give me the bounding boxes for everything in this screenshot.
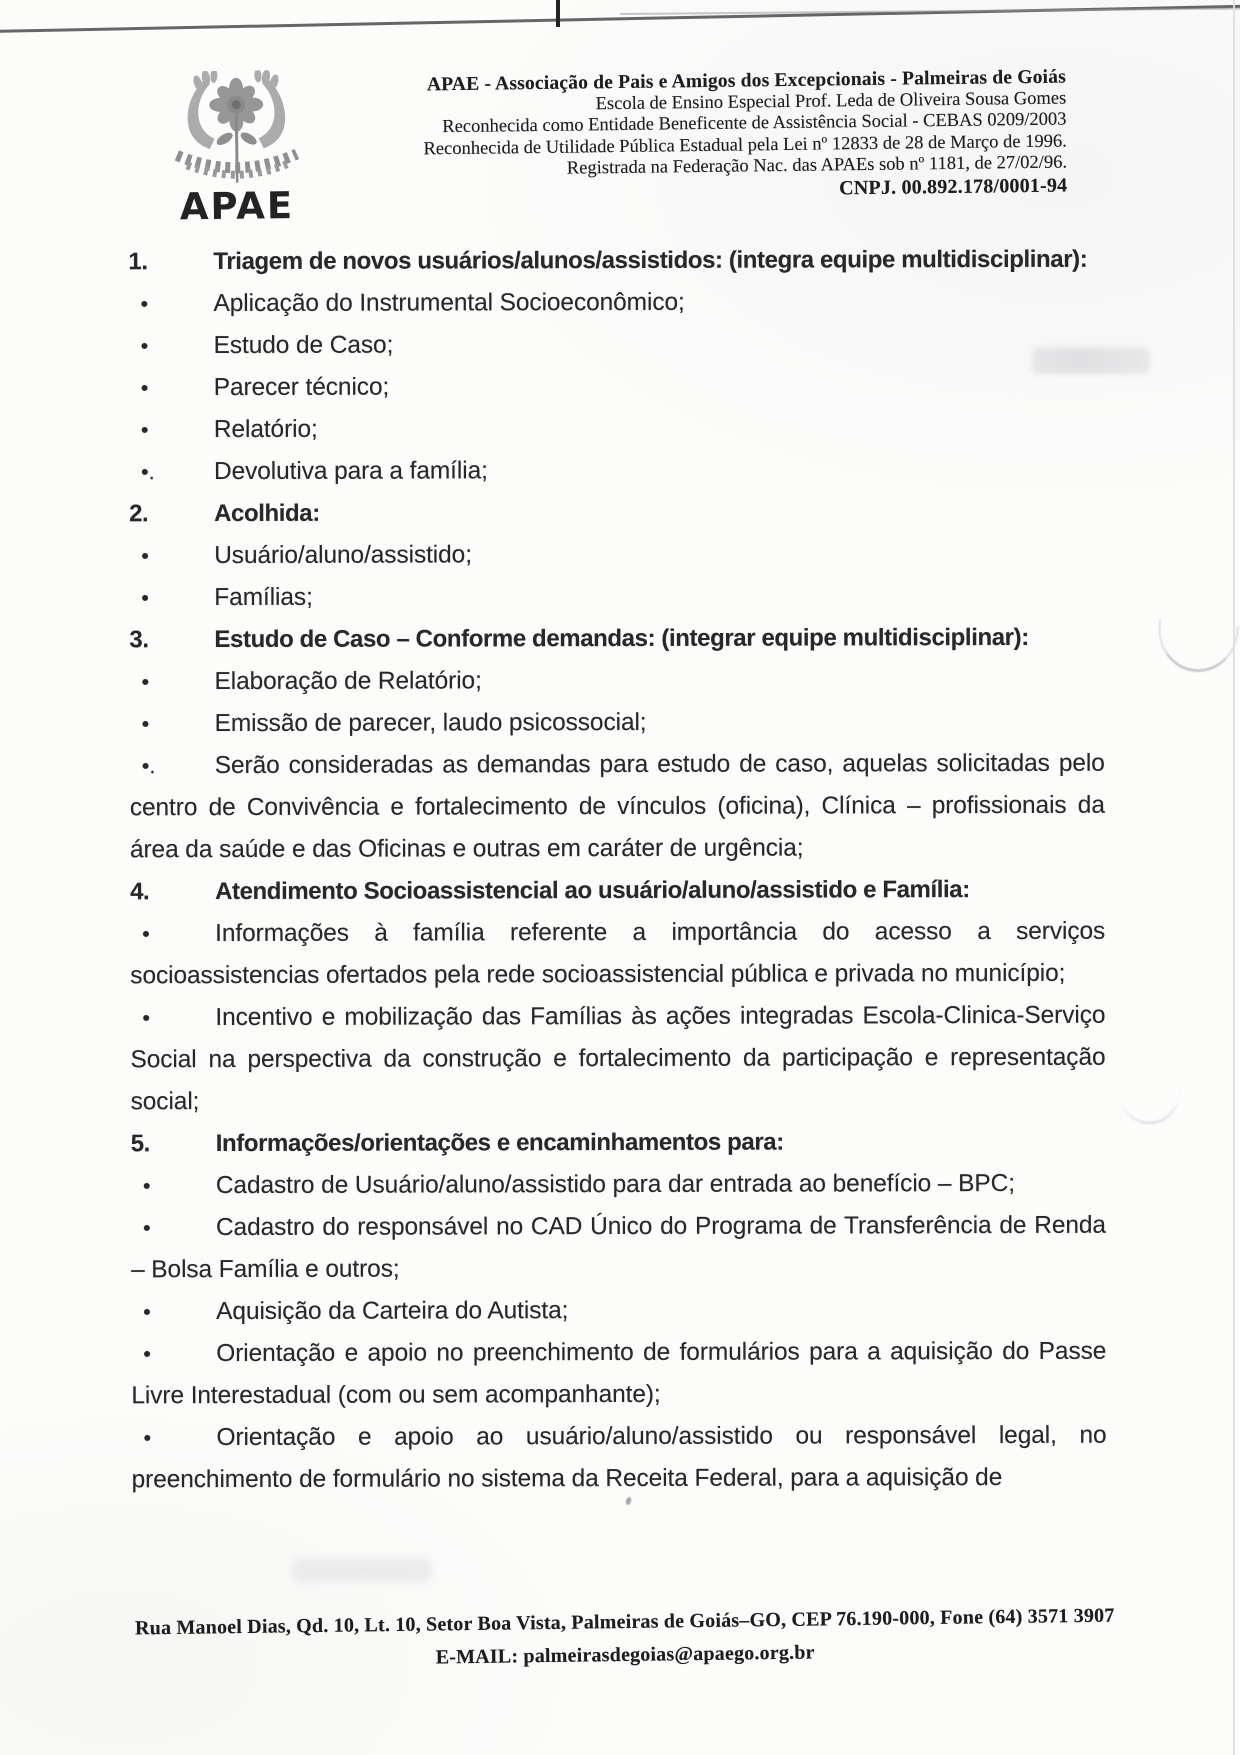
list-item	[129, 407, 1104, 452]
list-item-text: Cadastro do responsável no CAD Único do Programa de Transferência de Renda – Bolsa Família e outros;	[131, 1211, 1106, 1284]
list-item	[131, 1331, 1106, 1418]
org-name-line: APAE - Associação de Pais e Amigos dos Excepcionais - Palmeiras de Goiás	[426, 66, 1067, 96]
section-3-number: 3.	[129, 626, 149, 654]
document-body	[128, 239, 1106, 1502]
section-4-number: 4.	[130, 878, 150, 906]
bullet-marker: •.	[141, 753, 156, 779]
section-2-heading	[129, 491, 1104, 536]
list-item-text: Famílias;	[214, 583, 313, 612]
list-item-text: Cadastro de Usuário/aluno/assistido para dar entrada ao benefício – BPC;	[215, 1169, 1015, 1200]
list-item-text: Orientação e apoio no preenchimento de formulários para a aquisição do Passe Livre Interestadual (com ou sem acompanhante);	[131, 1337, 1107, 1410]
list-item-text: Informações à família referente a importância do acesso a serviços socioassistencias ofertados pela rede socioassistencial pública e privada no município;	[130, 917, 1106, 990]
list-item	[131, 1415, 1106, 1502]
list-item-text: Emissão de parecer, laudo psicossocial;	[214, 708, 647, 738]
bullet-marker: •	[142, 921, 150, 947]
list-item	[129, 659, 1104, 704]
bullet-marker: •	[143, 1299, 151, 1325]
list-item-text: Estudo de Caso;	[213, 331, 394, 360]
letterhead-text	[246, 67, 1068, 207]
scan-ghost-smudge	[292, 1558, 432, 1582]
bullet-marker: •	[140, 333, 149, 359]
list-item	[129, 533, 1104, 578]
bullet-marker: •	[140, 375, 149, 401]
section-1-heading-text: Triagem de novos usuários/alunos/assistidos: (integra equipe multidisciplinar):	[213, 245, 1088, 276]
scan-registration-tick	[556, 0, 560, 27]
section-1-number: 1.	[128, 248, 148, 276]
list-item-text: Parecer técnico;	[213, 373, 390, 402]
list-item	[130, 743, 1105, 872]
list-item-text: Relatório;	[213, 415, 318, 444]
section-3-heading-text: Estudo de Caso – Conforme demandas: (integrar equipe multidisciplinar):	[214, 623, 1029, 654]
list-item-text: Elaboração de Relatório;	[214, 667, 482, 696]
bullet-marker: •	[141, 711, 150, 737]
bullet-marker: •	[141, 669, 150, 695]
apae-logo-text: APAE	[179, 183, 295, 229]
bullet-marker: •	[141, 585, 149, 611]
scan-crease-artifact	[1118, 1084, 1184, 1128]
list-item-text: Aquisição da Carteira do Autista;	[216, 1297, 569, 1326]
list-item-text: Devolutiva para a família;	[213, 457, 488, 486]
cnpj-line: CNPJ. 00.892.178/0001-94	[839, 174, 1068, 199]
list-item	[131, 1163, 1106, 1208]
section-5-heading-text: Informações/orientações e encaminhamentos para:	[215, 1128, 784, 1158]
list-item-text: Aplicação do Instrumental Socioeconômico;	[213, 288, 685, 318]
list-item	[129, 365, 1104, 410]
section-5-heading	[131, 1121, 1106, 1166]
federation-line: Registrada na Federação Nac. das APAEs sob nº 1181, de 27/02/96.	[566, 152, 1068, 179]
section-3-heading	[129, 617, 1104, 662]
list-item-text: Serão consideradas as demandas para estudo de caso, aquelas solicitadas pelo centro de Convivência e fortalecimento de vínculos (oficina), Clínica – profissionais da área da saúde e das Oficinas e outras em caráter de urgência;	[129, 749, 1105, 864]
list-item-text: Usuário/aluno/assistido;	[214, 541, 472, 570]
bullet-marker: •	[140, 417, 149, 443]
footer-address: Rua Manoel Dias, Qd. 10, Lt. 10, Setor Boa Vista, Palmeiras de Goiás–GO, CEP 76.190-000, Fone (64) 3571 3907	[134, 1604, 1115, 1640]
bullet-marker: •	[140, 291, 149, 317]
scan-crease-artifact	[1155, 619, 1239, 676]
bullet-marker: •.	[140, 459, 155, 485]
bullet-marker: •	[141, 543, 149, 569]
section-2-number: 2.	[129, 500, 149, 528]
list-item	[131, 1289, 1106, 1334]
list-item	[130, 995, 1105, 1124]
cebas-line: Reconhecida como Entidade Beneficente de Assistência Social - CEBAS 0209/2003	[442, 109, 1067, 138]
section-1-heading	[128, 239, 1103, 284]
document-footer	[105, 1599, 1146, 1679]
section-4-heading	[130, 869, 1105, 914]
list-item	[129, 449, 1104, 494]
list-item-text: Incentivo e mobilização das Famílias às ações integradas Escola-Clinica-Serviço Social na perspectiva da construção e fortalecimento da participação e representação social;	[130, 1001, 1106, 1116]
bullet-marker: •	[142, 1215, 151, 1241]
section-2-heading-text: Acolhida:	[214, 499, 320, 528]
bullet-marker: •	[143, 1341, 151, 1367]
bullet-marker: •	[143, 1425, 152, 1451]
list-item	[131, 1205, 1106, 1292]
utility-law-line: Reconhecida de Utilidade Pública Estadual pela Lei nº 12833 de 28 de Março de 1996.	[423, 131, 1067, 159]
list-item	[128, 281, 1103, 326]
list-item-text: Orientação e apoio ao usuário/aluno/assistido ou responsável legal, no preenchimento de formulário no sistema da Receita Federal, para a aquisição de	[131, 1421, 1107, 1494]
footer-email: E-MAIL: palmeirasdegoias@apaego.org.br	[435, 1641, 815, 1669]
school-name-line: Escola de Ensino Especial Prof. Leda de Oliveira Sousa Gomes	[595, 88, 1067, 114]
bullet-marker: •	[142, 1005, 151, 1031]
list-item	[129, 323, 1104, 368]
list-item	[130, 911, 1105, 998]
section-5-number: 5.	[130, 1130, 150, 1158]
scan-right-edge-line	[1233, 0, 1235, 1755]
letterhead	[0, 0, 1240, 229]
section-4-heading-text: Atendimento Socioassistencial ao usuário/aluno/assistido e Família:	[215, 876, 970, 906]
bullet-marker: •	[142, 1173, 151, 1199]
list-item	[129, 575, 1104, 620]
list-item	[130, 701, 1105, 746]
